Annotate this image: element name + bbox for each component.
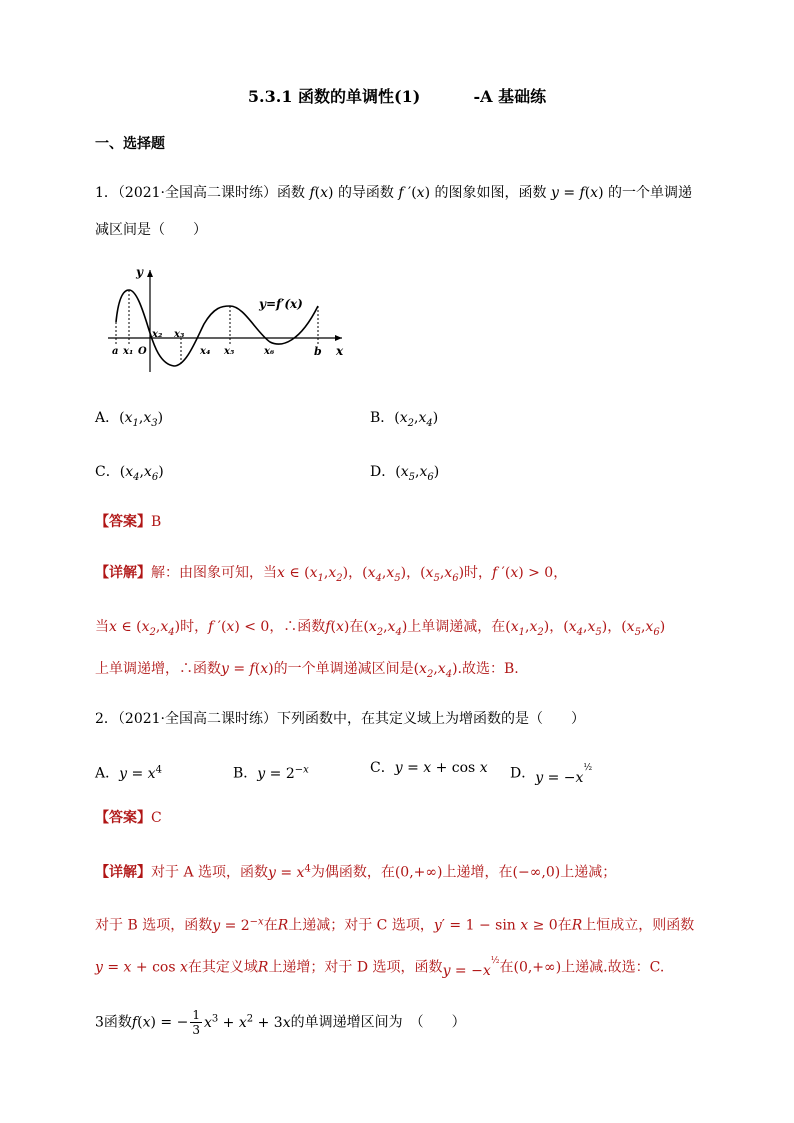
derivative-graph xyxy=(104,262,354,378)
q1-answer: 【答案】B xyxy=(95,514,162,530)
q2-option-c[interactable]: C．y = x + cos x xyxy=(370,760,488,776)
q2-answer: 【答案】C xyxy=(95,810,162,826)
title-suffix: -A 基础练 xyxy=(473,87,547,106)
q2-option-b[interactable]: B．$y = 2^{-x}$ xyxy=(233,764,309,782)
q1-option-b[interactable]: B．$(x_2,x_4)$ xyxy=(370,410,439,429)
q1-detail-line3: 上单调递增，∴函数y = f(x)的一个单调递减区间是$(x_2,x_4)$.故选：B. xyxy=(95,661,519,680)
q1-detail-line2: 当x ∈ $(x_2,x_4)$时，f ′(x) < 0，∴函数f(x)在$(x_2,x_4)$上单调递减，在$(x_1,x_2)$，$(x_4,x_5)$，$(x_5,x_6)$ xyxy=(95,619,666,638)
q1-prefix: 1．（2021·全国高二课时练）函数 xyxy=(95,185,305,201)
tick-x1: x₁ xyxy=(123,346,134,357)
q1-fx: f(x) xyxy=(309,185,334,201)
q2-detail-line1: 【详解】对于 A 选项，函数$y = x^4$为偶函数，在(0,+∞)上递增，在(−∞,0)上递减； xyxy=(95,863,617,881)
q1-option-c[interactable]: C．$(x_4,x_6)$ xyxy=(95,464,164,483)
tick-x2: x₂ xyxy=(152,329,163,340)
q1-yfx: y = f(x) xyxy=(550,185,604,201)
tick-b: b xyxy=(314,345,322,358)
section-heading: 一、选择题 xyxy=(95,136,165,152)
tick-x3: x₃ xyxy=(174,329,185,340)
label-curve: y=f′(x) xyxy=(259,297,303,311)
q2-stem: 2．（2021·全国高二课时练）下列函数中，在其定义域上为增函数的是（ ） xyxy=(95,711,585,727)
q1-mid1: 的导函数 xyxy=(337,185,394,201)
label-x: x xyxy=(336,344,344,358)
q2-answer-value: C xyxy=(151,810,162,826)
q1-stem-line1 xyxy=(95,183,692,203)
q1-answer-value: B xyxy=(151,514,162,530)
q1-mid2: 的图象如图，函数 xyxy=(434,185,547,201)
tick-x6: x₆ xyxy=(264,346,275,357)
q1-fpx: f ′(x) xyxy=(398,185,431,201)
q3-stem: 3函数f(x) = − $\frac{1}{3}$ $x^3 + x^2 + 3x$的单调递增区间为 （ ） xyxy=(95,1008,466,1037)
q1-mid3: 的一个单调递 xyxy=(607,185,692,201)
q2-detail-line2: 对于 B 选项，函数$y = 2^{-x}$在R上递减；对于 C 选项，y′ = 1 − sin x ≥ 0在R上恒成立，则函数 xyxy=(95,916,695,934)
tick-o: O xyxy=(138,346,147,357)
tick-x5: x₅ xyxy=(224,346,235,357)
page-title xyxy=(0,84,794,107)
y-axis-arrow xyxy=(147,270,153,277)
label-y: y xyxy=(136,265,143,279)
q1-stem-line2: 减区间是（ ） xyxy=(95,222,207,238)
tick-x4: x₄ xyxy=(200,346,211,357)
x-axis-arrow xyxy=(335,335,342,341)
title-main: 5.3.1 函数的单调性(1) xyxy=(247,87,421,106)
q2-detail-line3: y = x + cos x在其定义域R上递增；对于 D 选项，函数$y = -x^{\frac{1}{2}}$在(0,+∞)上递减.故选：C. xyxy=(95,956,665,979)
q1-option-a[interactable]: A．$(x_1,x_3)$ xyxy=(95,410,164,429)
q1-option-d[interactable]: D．$(x_5,x_6)$ xyxy=(370,464,440,483)
q2-option-a[interactable]: A．$y = x^4$ xyxy=(95,764,162,782)
tick-a: a xyxy=(112,346,119,357)
q2-option-d[interactable]: D．$y = -x^{\frac{1}{2}}$ xyxy=(510,763,593,786)
q3-fraction: $\frac{1}{3}$ xyxy=(192,1008,200,1037)
q1-detail-line1: 【详解】解：由图象可知，当x ∈ $(x_1,x_2)$，$(x_4,x_5)$，$(x_5,x_6)$时，f ′(x) > 0， xyxy=(95,565,568,584)
